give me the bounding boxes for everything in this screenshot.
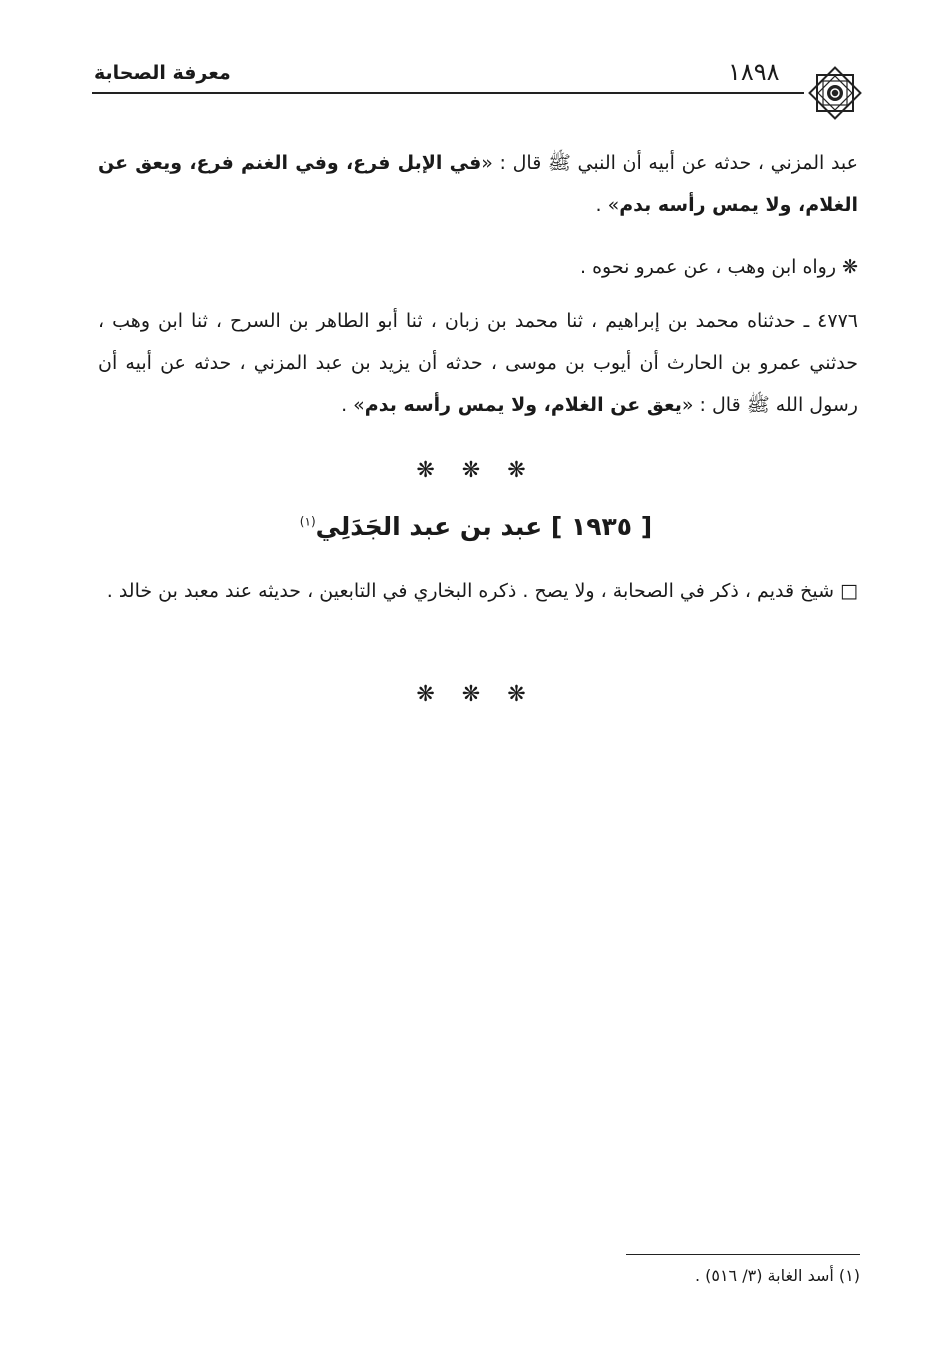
footnote-marker: (١) (299, 514, 316, 529)
hadith-quote-end: » . (595, 194, 620, 216)
section-separator-stars: ❋ ❋ ❋ (416, 458, 536, 483)
hadith-chain-quote-bold: يعق عن الغلام، ولا يمس رأسه بدم (364, 394, 682, 416)
header-rule (92, 92, 804, 94)
narration-note: ❋ رواه ابن وهب ، عن عمرو نحوه . (580, 256, 858, 278)
entry-heading (0, 512, 952, 541)
entry-heading-text: [ ١٩٣٥ ] عبد بن عبد الجَدَلِي (315, 512, 653, 541)
page-number: ١٨٩٨ (728, 58, 780, 86)
footnote: (١) أسد الغابة (٣/ ٥١٦) . (694, 1266, 860, 1285)
hadith-chain-paragraph (98, 300, 858, 426)
hadith-intro-text: عبد المزني ، حدثه عن أبيه أن النبي ﷺ قال : « (481, 152, 858, 174)
hadith-chain-text: ٤٧٧٦ ـ حدثناه محمد بن إبراهيم ، ثنا محمد بن زبان ، ثنا أبو الطاهر بن السرح ، ثنا ابن وهب ، حدثني عمرو بن الحارث أن أيوب بن موسى ، حدثه أن يزيد بن عبد المزني ، حدثه عن أبيه أن رسول الله ﷺ قال : « (98, 310, 858, 416)
footnote-rule (626, 1254, 860, 1255)
hadith-chain-quote-end: » . (341, 394, 365, 416)
octagonal-star-ornament-icon (804, 62, 866, 124)
hadith-quote-bold: في الإبل فرع، وفي الغنم فرع، ويعق عن الغلام، ولا يمس رأسه بدم (98, 152, 858, 216)
entry-body-paragraph: □ شيخ قديم ، ذكر في الصحابة ، ولا يصح . ذكره البخاري في التابعين ، حديثه عند معبد بن خالد . (106, 580, 858, 602)
section-separator-stars: ❋ ❋ ❋ (416, 682, 536, 707)
running-title: معرفة الصحابة (94, 62, 231, 84)
hadith-text-paragraph (98, 142, 858, 226)
